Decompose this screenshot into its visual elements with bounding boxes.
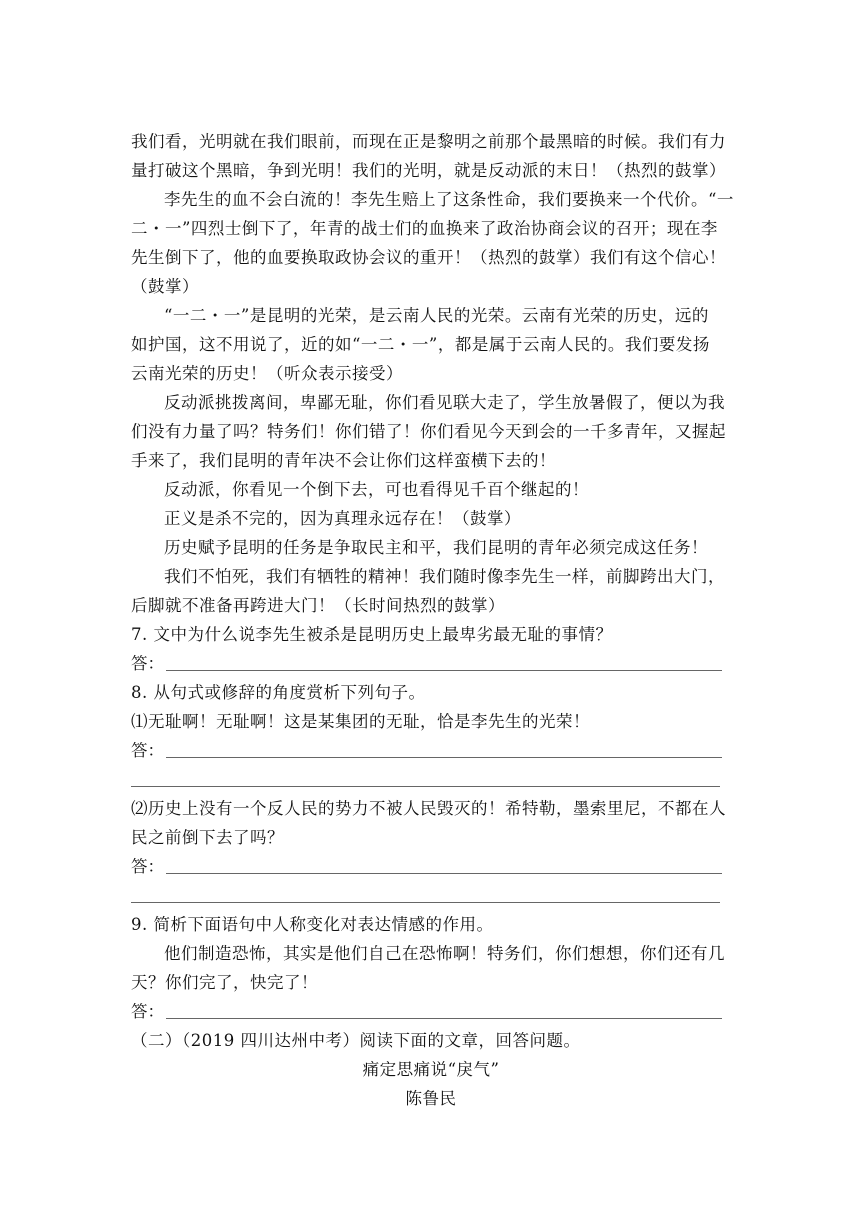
- question-8: 8. 从句式或修辞的角度赏析下列句子。: [131, 683, 426, 702]
- question-9-quote-line-1: 他们制造恐怖，其实是他们自己在恐怖啊！特务们，你们想想，你们还有几: [164, 944, 725, 963]
- answer-8-2-row: [131, 852, 731, 881]
- question-8-1: ⑴无耻啊！无耻啊！这是某集团的无耻，恰是李先生的光荣！: [131, 712, 590, 731]
- p2-line-2: 二・一”四烈士倒下了，年青的战士们的血换来了政治协商会议的召开；现在李: [131, 219, 718, 238]
- p1-line-1: 我们看，光明就在我们眼前，而现在正是黎明之前那个最黑暗的时候。我们有力: [131, 132, 726, 151]
- question-7: 7. 文中为什么说李先生被杀是昆明历史上最卑劣最无耻的事情？: [131, 625, 613, 644]
- p2-line-3: 先生倒下了，他的血要换取政协会议的重开！（热烈的鼓掌）我们有这个信心！: [131, 248, 726, 267]
- answer-label: 答：: [131, 741, 164, 760]
- p1-line-2: 量打破这个黑暗，争到光明！我们的光明，就是反动派的末日！（热烈的鼓掌）: [131, 161, 726, 180]
- answer-8-1-extra-row: [131, 765, 731, 794]
- answer-9-blank[interactable]: [166, 998, 722, 1019]
- p4-line-2: 们没有力量了吗？特务们！你们错了！你们看见今天到会的一千多青年，又握起: [131, 422, 726, 441]
- p8-line-1: 我们不怕死，我们有牺牲的精神！我们随时像李先生一样，前脚跨出大门，: [164, 567, 725, 586]
- question-9-quote-line-2: 天？你们完了，快完了！: [131, 973, 318, 992]
- p4-line-1: 反动派挑拨离间，卑鄙无耻，你们看见联大走了，学生放暑假了，便以为我: [164, 393, 725, 412]
- p7-line: 历史赋予昆明的任务是争取民主和平，我们昆明的青年必须完成这任务！: [164, 538, 708, 557]
- answer-label: 答：: [131, 654, 164, 673]
- p8-line-2: 后脚就不准备再跨进大门！（长时间热烈的鼓掌）: [131, 596, 505, 615]
- answer-8-2-blank[interactable]: [166, 853, 722, 874]
- p3-line-1: “一二・一”是昆明的光荣，是云南人民的光荣。云南有光荣的历史，远的: [164, 306, 709, 325]
- answer-9-row: [131, 997, 731, 1026]
- answer-label: 答：: [131, 1002, 164, 1021]
- p5-line: 反动派，你看见一个倒下去，可也看得见千百个继起的！: [164, 480, 589, 499]
- answer-8-2-extra-row: [131, 881, 731, 910]
- section-2-intro: （二）（2019 四川达州中考）阅读下面的文章，回答问题。: [131, 1031, 581, 1050]
- question-8-2-line-1: ⑵历史上没有一个反人民的势力不被人民毁灭的！希特勒，墨索里尼，不都在人: [131, 799, 726, 818]
- question-9: 9. 简析下面语句中人称变化对表达情感的作用。: [131, 915, 494, 934]
- answer-7-row: [131, 649, 731, 678]
- p4-line-3: 手来了，我们昆明的青年决不会让你们这样蛮横下去的！: [131, 451, 556, 470]
- p6-line: 正义是杀不完的，因为真理永远存在！（鼓掌）: [164, 509, 521, 528]
- answer-8-1-blank[interactable]: [166, 737, 722, 758]
- p3-line-3: 云南光荣的历史！（听众表示接受）: [131, 364, 403, 383]
- p3-line-2: 如护国，这不用说了，近的如“一二・一”，都是属于云南人民的。我们要发扬: [131, 335, 710, 354]
- answer-8-1-extra-blank[interactable]: [131, 786, 720, 787]
- question-8-2-line-2: 民之前倒下去了吗？: [131, 828, 284, 847]
- article-author: 陈鲁民: [405, 1089, 457, 1108]
- answer-8-1-row: [131, 736, 731, 765]
- answer-8-2-extra-blank[interactable]: [131, 902, 720, 903]
- p2-line-4: （鼓掌）: [131, 277, 199, 296]
- answer-7-blank[interactable]: [166, 650, 722, 671]
- answer-label: 答：: [131, 857, 164, 876]
- document-page: [131, 127, 734, 1113]
- article-title: 痛定思痛说“戾气”: [362, 1060, 500, 1079]
- p2-line-1: 李先生的血不会白流的！李先生赔上了这条性命，我们要换来一个代价。“一: [164, 190, 734, 209]
